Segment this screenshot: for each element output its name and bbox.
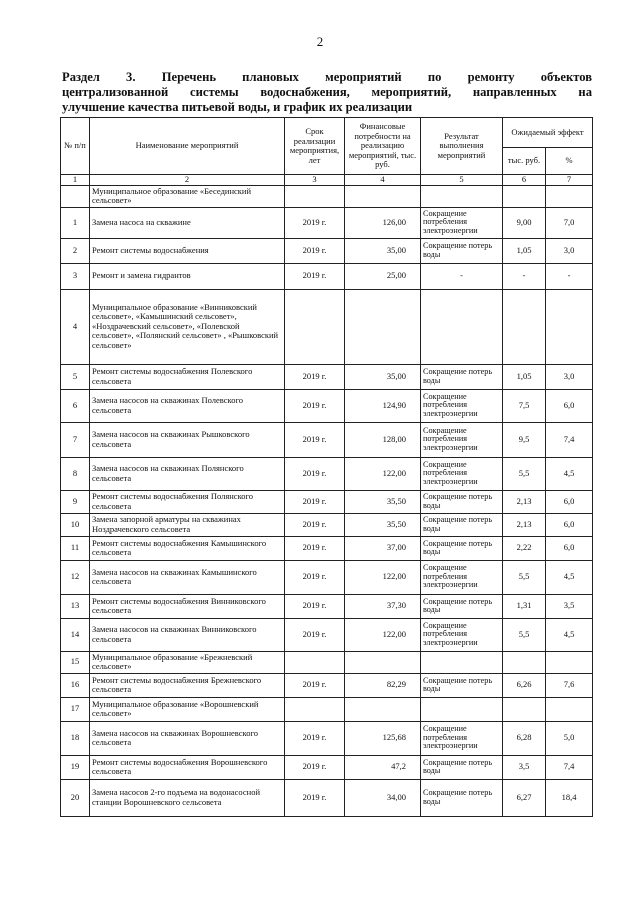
implementation-year (285, 289, 345, 364)
effect-rub (503, 697, 546, 721)
effect-rub (503, 289, 546, 364)
cost-value: 125,68 (345, 721, 421, 755)
cost-value: 37,30 (345, 594, 421, 618)
implementation-year: 2019 г. (285, 513, 345, 536)
effect-rub: 5,5 (503, 457, 546, 490)
implementation-year: 2019 г. (285, 560, 345, 594)
row-number: 5 (61, 364, 90, 389)
table-row (61, 207, 593, 238)
row-number: 12 (61, 560, 90, 594)
cost-value: 34,00 (345, 779, 421, 816)
section-heading (62, 70, 592, 115)
table-row (61, 560, 593, 594)
header-result: Результат выполнения мероприятий (421, 118, 503, 175)
result-text: Сокращение потребления электроэнергии (421, 721, 503, 755)
implementation-year: 2019 г. (285, 389, 345, 422)
table-row (61, 185, 593, 207)
cost-value: 124,90 (345, 389, 421, 422)
table-row (61, 594, 593, 618)
implementation-year: 2019 г. (285, 490, 345, 513)
result-text: Сокращение потребления электроэнергии (421, 422, 503, 457)
cost-value (345, 697, 421, 721)
effect-pct: 3,0 (546, 364, 593, 389)
effect-rub: 5,5 (503, 560, 546, 594)
column-number: 2 (90, 175, 285, 186)
table-row (61, 389, 593, 422)
implementation-year (285, 185, 345, 207)
row-number: 9 (61, 490, 90, 513)
result-text: Сокращение потерь воды (421, 364, 503, 389)
measure-name: Ремонт системы водоснабжения Ворошневского сельсовета (90, 755, 285, 779)
header-no: № п/п (61, 118, 90, 175)
measure-name: Ремонт системы водоснабжения (90, 238, 285, 263)
result-text (421, 697, 503, 721)
table-row (61, 721, 593, 755)
implementation-year: 2019 г. (285, 422, 345, 457)
measure-name: Замена насосов на скважинах Ворошневского сельсовета (90, 721, 285, 755)
cost-value: 82,29 (345, 673, 421, 697)
column-number: 3 (285, 175, 345, 186)
implementation-year: 2019 г. (285, 536, 345, 560)
effect-rub (503, 185, 546, 207)
effect-rub: 6,26 (503, 673, 546, 697)
result-text: Сокращение потребления электроэнергии (421, 560, 503, 594)
header-effect: Ожидаемый эффект (503, 118, 593, 148)
cost-value: 37,00 (345, 536, 421, 560)
measure-name: Замена насосов на скважинах Полевского сельсовета (90, 389, 285, 422)
effect-pct: 7,6 (546, 673, 593, 697)
measure-name: Муниципальное образование «Ворошневский сельсовет» (90, 697, 285, 721)
column-number: 6 (503, 175, 546, 186)
implementation-year: 2019 г. (285, 779, 345, 816)
cost-value: 122,00 (345, 457, 421, 490)
effect-pct: 7,4 (546, 755, 593, 779)
cost-value: 128,00 (345, 422, 421, 457)
result-text: Сокращение потребления электроэнергии (421, 389, 503, 422)
column-number: 1 (61, 175, 90, 186)
row-number: 11 (61, 536, 90, 560)
effect-pct: 7,0 (546, 207, 593, 238)
measure-name: Ремонт системы водоснабжения Полевского сельсовета (90, 364, 285, 389)
effect-pct: 6,0 (546, 513, 593, 536)
result-text: Сокращение потерь воды (421, 238, 503, 263)
table-row (61, 755, 593, 779)
effect-rub: 6,28 (503, 721, 546, 755)
measure-name: Муниципальное образование «Бесединский сельсовет» (90, 185, 285, 207)
implementation-year: 2019 г. (285, 457, 345, 490)
effect-pct (546, 697, 593, 721)
row-number: 2 (61, 238, 90, 263)
row-number: 19 (61, 755, 90, 779)
effect-rub: 2,13 (503, 490, 546, 513)
effect-pct: 18,4 (546, 779, 593, 816)
effect-pct: 4,5 (546, 457, 593, 490)
row-number: 18 (61, 721, 90, 755)
implementation-year: 2019 г. (285, 263, 345, 289)
table-row (61, 263, 593, 289)
row-number: 20 (61, 779, 90, 816)
column-number: 5 (421, 175, 503, 186)
implementation-year: 2019 г. (285, 207, 345, 238)
effect-pct: 3,0 (546, 238, 593, 263)
cost-value (345, 289, 421, 364)
effect-rub (503, 651, 546, 673)
row-number: 17 (61, 697, 90, 721)
result-text: Сокращение потерь воды (421, 779, 503, 816)
table-row (61, 618, 593, 651)
table-row (61, 457, 593, 490)
implementation-year: 2019 г. (285, 755, 345, 779)
measure-name: Замена насосов на скважинах Винниковского сельсовета (90, 618, 285, 651)
table-row (61, 536, 593, 560)
effect-pct: 4,5 (546, 618, 593, 651)
result-text: - (421, 263, 503, 289)
result-text: Сокращение потерь воды (421, 490, 503, 513)
row-number: 8 (61, 457, 90, 490)
result-text (421, 289, 503, 364)
result-text: Сокращение потерь воды (421, 594, 503, 618)
row-number: 1 (61, 207, 90, 238)
row-number (61, 185, 90, 207)
implementation-year: 2019 г. (285, 364, 345, 389)
result-text (421, 185, 503, 207)
implementation-year: 2019 г. (285, 594, 345, 618)
effect-rub: 2,22 (503, 536, 546, 560)
table-row (61, 513, 593, 536)
cost-value: 35,00 (345, 238, 421, 263)
row-number: 14 (61, 618, 90, 651)
measure-name: Муниципальное образование «Винниковский сельсовет», «Камышинский сельсовет», «Ноздрачевский сельсовет», «Полевской сельсовет», «Полянский сельсовет» , «Рышковский сельсовет» (90, 289, 285, 364)
cost-value: 35,50 (345, 490, 421, 513)
measure-name: Ремонт системы водоснабжения Брежневского сельсовета (90, 673, 285, 697)
effect-rub: 9,00 (503, 207, 546, 238)
effect-pct (546, 289, 593, 364)
row-number: 16 (61, 673, 90, 697)
effect-pct: 5,0 (546, 721, 593, 755)
effect-pct (546, 651, 593, 673)
measure-name: Ремонт системы водоснабжения Винниковского сельсовета (90, 594, 285, 618)
cost-value: 35,50 (345, 513, 421, 536)
header-effect-pct: % (546, 148, 593, 175)
effect-rub: 2,13 (503, 513, 546, 536)
table-row (61, 238, 593, 263)
implementation-year: 2019 г. (285, 238, 345, 263)
measure-name: Замена насосов 2-го подъема на водонасосной станции Ворошневского сельсовета (90, 779, 285, 816)
effect-rub: 9,5 (503, 422, 546, 457)
row-number: 7 (61, 422, 90, 457)
measure-name: Ремонт и замена гидрантов (90, 263, 285, 289)
table-row (61, 651, 593, 673)
header-cost: Финансовые потребности на реализацию мероприятий, тыс. руб. (345, 118, 421, 175)
table-row (61, 422, 593, 457)
implementation-year: 2019 г. (285, 721, 345, 755)
cost-value: 35,00 (345, 364, 421, 389)
row-number: 15 (61, 651, 90, 673)
effect-pct (546, 185, 593, 207)
table-row (61, 697, 593, 721)
implementation-year (285, 651, 345, 673)
page-number: 2 (316, 34, 324, 49)
heading-line: централизованной системы водоснабжения, мероприятий, направленных на (62, 85, 592, 99)
table-body (61, 185, 593, 816)
effect-rub: 7,5 (503, 389, 546, 422)
header-effect-rub: тыс. руб. (503, 148, 546, 175)
cost-value (345, 651, 421, 673)
header-year: Срок реализации мероприятия, лет (285, 118, 345, 175)
measure-name: Ремонт системы водоснабжения Камышинского сельсовета (90, 536, 285, 560)
effect-pct: 6,0 (546, 389, 593, 422)
table-row (61, 490, 593, 513)
result-text: Сокращение потерь воды (421, 755, 503, 779)
result-text: Сокращение потребления электроэнергии (421, 207, 503, 238)
row-number: 6 (61, 389, 90, 422)
effect-rub: 1,05 (503, 364, 546, 389)
effect-rub: 6,27 (503, 779, 546, 816)
result-text (421, 651, 503, 673)
cost-value: 47,2 (345, 755, 421, 779)
effect-rub: - (503, 263, 546, 289)
effect-pct: 3,5 (546, 594, 593, 618)
effect-rub: 1,05 (503, 238, 546, 263)
row-number: 13 (61, 594, 90, 618)
heading-line: улучшение качества питьевой воды, и график их реализации (62, 100, 413, 114)
measure-name: Ремонт системы водоснабжения Полянского сельсовета (90, 490, 285, 513)
effect-rub: 3,5 (503, 755, 546, 779)
row-number: 3 (61, 263, 90, 289)
measures-table (60, 117, 593, 817)
measure-name: Замена насосов на скважинах Рышковского сельсовета (90, 422, 285, 457)
cost-value: 122,00 (345, 618, 421, 651)
result-text: Сокращение потребления электроэнергии (421, 618, 503, 651)
cost-value: 25,00 (345, 263, 421, 289)
implementation-year (285, 697, 345, 721)
header-name: Наименование мероприятий (90, 118, 285, 175)
table-row (61, 779, 593, 816)
effect-pct: - (546, 263, 593, 289)
table-row (61, 364, 593, 389)
measure-name: Замена насосов на скважинах Полянского сельсовета (90, 457, 285, 490)
measure-name: Муниципальное образование «Брежневский сельсовет» (90, 651, 285, 673)
table-row (61, 289, 593, 364)
measure-name: Замена насосов на скважинах Камышинского сельсовета (90, 560, 285, 594)
implementation-year: 2019 г. (285, 618, 345, 651)
row-number: 10 (61, 513, 90, 536)
table-row (61, 673, 593, 697)
implementation-year: 2019 г. (285, 673, 345, 697)
result-text: Сокращение потерь воды (421, 513, 503, 536)
cost-value: 122,00 (345, 560, 421, 594)
measure-name: Замена насоса на скважине (90, 207, 285, 238)
cost-value: 126,00 (345, 207, 421, 238)
effect-pct: 6,0 (546, 536, 593, 560)
row-number: 4 (61, 289, 90, 364)
effect-pct: 4,5 (546, 560, 593, 594)
cost-value (345, 185, 421, 207)
effect-rub: 5,5 (503, 618, 546, 651)
column-number: 4 (345, 175, 421, 186)
result-text: Сокращение потерь воды (421, 536, 503, 560)
result-text: Сокращение потерь воды (421, 673, 503, 697)
effect-pct: 7,4 (546, 422, 593, 457)
heading-line: Раздел 3. Перечень плановых мероприятий по ремонту объектов (62, 70, 592, 84)
effect-pct: 6,0 (546, 490, 593, 513)
measure-name: Замена запорной арматуры на скважинах Ноздрачевского сельсовета (90, 513, 285, 536)
result-text: Сокращение потребления электроэнергии (421, 457, 503, 490)
effect-rub: 1,31 (503, 594, 546, 618)
column-number: 7 (546, 175, 593, 186)
